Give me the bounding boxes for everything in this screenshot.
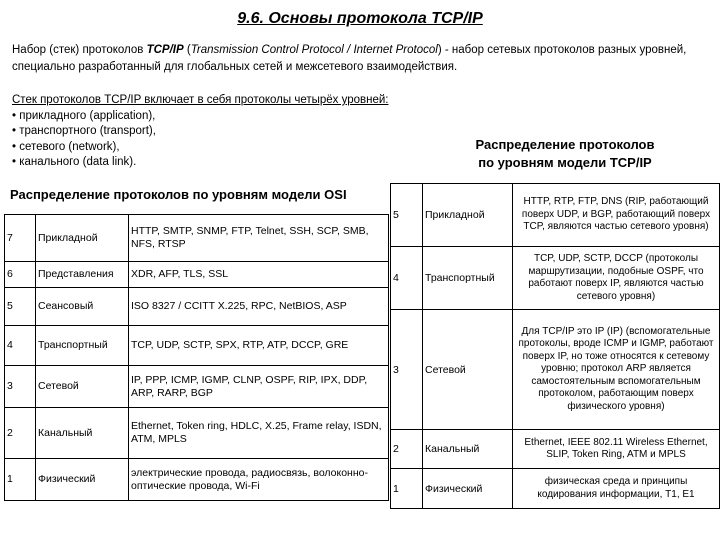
osi-row [5,408,389,459]
tcpip-level-name: Физический [423,469,513,509]
tcpip-row [391,247,720,310]
tcpip-level-number: 1 [391,469,423,509]
osi-level-number: 4 [5,326,36,366]
osi-level-name: Канальный [36,408,129,459]
osi-level-name: Физический [36,459,129,501]
tcpip-level-number: 5 [391,184,423,247]
tcpip-level-protocols: Ethernet, IEEE 802.11 Wireless Ethernet, SLIP, Token Ring, ATM и MPLS [513,430,720,469]
tcpip-row [391,469,720,509]
osi-level-number: 7 [5,215,36,262]
tcpip-level-number: 2 [391,430,423,469]
tcpip-level-name: Транспортный [423,247,513,310]
tcpip-row [391,184,720,247]
tcpip-level-protocols: Для TCP/IP это IP (IP) (вспомогательные протоколы, вроде ICMP и IGMP, работают поверх IP, но тоже относятся к сетевому уровню; протокол ARP является самостоятельным вспомогательным протоколом, работающим поверх физического уровня) [513,310,720,430]
intro-full-name: Transmission Control Protocol / Internet Protocol [190,44,438,56]
stack-item: • канального (data link). [12,156,137,168]
stack-item: • транспортного (transport), [12,125,156,137]
osi-level-name: Транспортный [36,326,129,366]
stack-item: • прикладного (application), [12,109,156,122]
osi-level-number: 5 [5,288,36,326]
osi-level-protocols: TCP, UDP, SCTP, SPX, RTP, ATP, DCCP, GRE [129,326,389,366]
osi-level-protocols: Ethernet, Token ring, HDLC, X.25, Frame relay, ISDN, ATM, MPLS [129,408,389,459]
osi-row [5,215,389,262]
intro-acronym: TCP/IP [146,44,184,56]
osi-row [5,288,389,326]
stack-item: • сетевого (network), [12,140,120,153]
osi-level-protocols: ISO 8327 / CCITT X.225, RPC, NetBIOS, ASP [129,288,389,326]
osi-row [5,366,389,408]
intro-prefix: Набор (стек) протоколов [12,44,147,56]
tcpip-title-line: по уровням модели TCP/IP [478,155,652,170]
tcpip-level-number: 4 [391,247,423,310]
osi-row [5,326,389,366]
osi-table [4,214,389,501]
page-title: 9.6. Основы протокола TCP/IP [237,10,483,27]
tcpip-table [390,183,720,509]
tcpip-level-protocols: TCP, UDP, SCTP, DCCP (протоколы маршрутизации, подобные OSPF, что работают поверх IP, являются частью сетевого уровня) [513,247,720,310]
intro-rest: - набор сетевых протоколов разных уровней, специально разработанный для глобальных сетей и межсетевого взаимодействия. [12,44,687,73]
tcpip-row [391,310,720,430]
osi-level-number: 2 [5,408,36,459]
tcpip-level-number: 3 [391,310,423,430]
osi-level-number: 1 [5,459,36,501]
tcpip-level-name: Канальный [423,430,513,469]
tcpip-level-protocols: физическая среда и принципы кодирования информации, T1, E1 [513,469,720,509]
osi-level-name: Сеансовый [36,288,129,326]
tcpip-level-name: Сетевой [423,310,513,430]
tcpip-level-name: Прикладной [423,184,513,247]
osi-level-number: 3 [5,366,36,408]
tcpip-table-title [410,136,720,172]
intro-paragraph [12,42,712,76]
tcpip-level-protocols: HTTP, RTP, FTP, DNS (RIP, работающий поверх UDP, и BGP, работающий поверх TCP, являются частью сетевого уровня) [513,184,720,247]
osi-table-title: Распределение протоколов по уровням модели OSI [10,187,347,202]
osi-level-protocols: IP, PPP, ICMP, IGMP, CLNP, OSPF, RIP, IPX, DDP, ARP, RARP, BGP [129,366,389,408]
osi-level-name: Сетевой [36,366,129,408]
intro-paren-close: ) [437,44,442,56]
osi-level-number: 6 [5,262,36,288]
osi-level-name: Представления [36,262,129,288]
osi-level-protocols: XDR, AFP, TLS, SSL [129,262,389,288]
osi-row [5,262,389,288]
tcpip-title-line: Распределение протоколов [475,137,655,152]
osi-row [5,459,389,501]
osi-level-name: Прикладной [36,215,129,262]
stack-heading: Стек протоколов TCP/IP включает в себя протоколы четырёх уровней: [12,94,389,106]
intro-paren-open: ( [183,44,191,56]
stack-levels-list [12,93,472,171]
osi-level-protocols: HTTP, SMTP, SNMP, FTP, Telnet, SSH, SCP, SMB, NFS, RTSP [129,215,389,262]
osi-level-protocols: электрические провода, радиосвязь, волоконно-оптические провода, Wi-Fi [129,459,389,501]
tcpip-row [391,430,720,469]
